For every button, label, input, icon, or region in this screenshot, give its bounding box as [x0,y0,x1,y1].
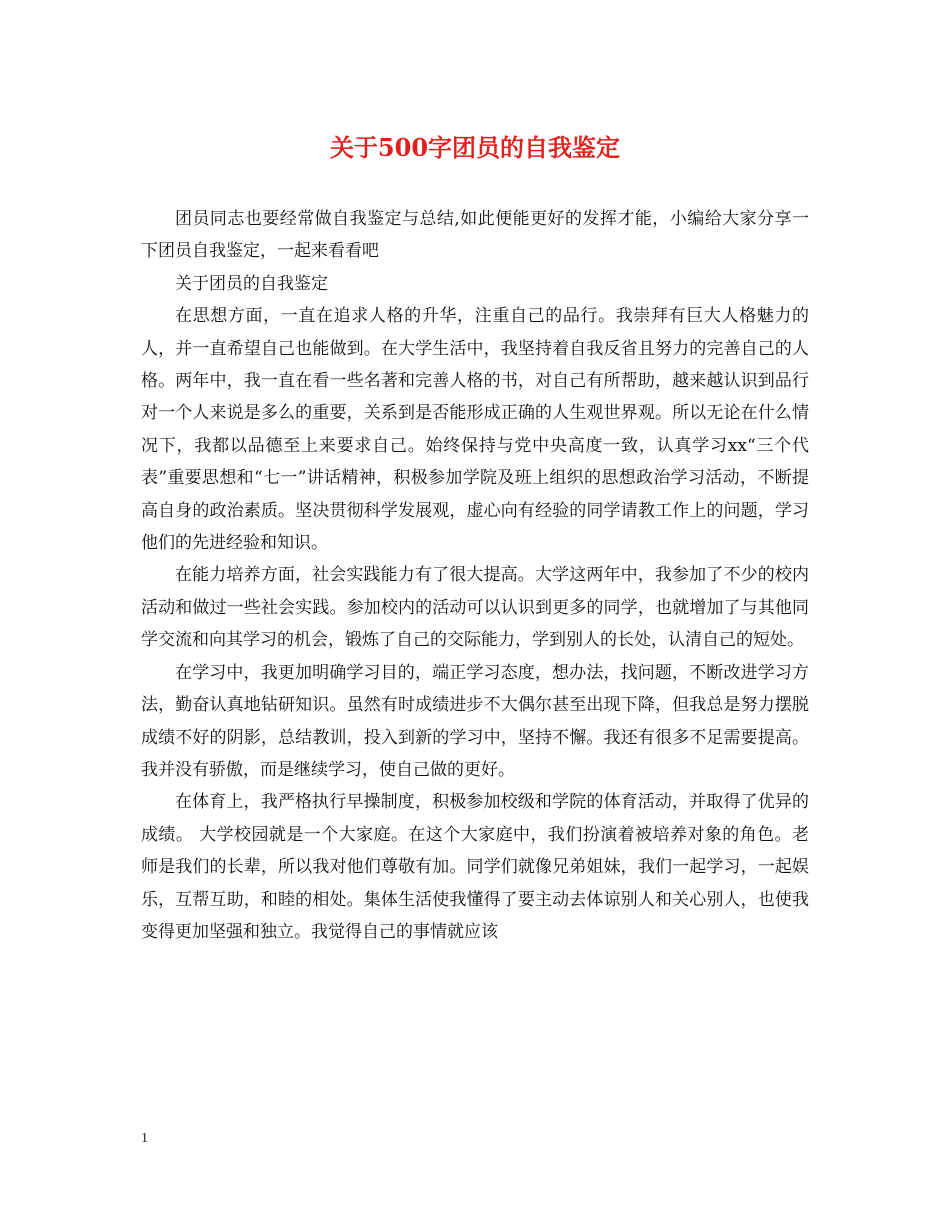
page-number: 1 [141,1131,148,1146]
paragraph-intro: 团员同志也要经常做自我鉴定与总结,如此便能更好的发挥才能，小编给大家分享一下团员自我鉴定，一起来看看吧 [141,209,809,262]
paragraph-ability: 在能力培养方面，社会实践能力有了很大提高。大学这两年中，我参加了不少的校内活动和做过一些社会实践。参加校内的活动可以认识到更多的同学，也就增加了与其他同学交流和向其学习的机会，锻炼了自己的交际能力，学到别人的长处，认清自己的短处。 [141,565,809,651]
paragraph-sports: 在体育上，我严格执行早操制度，积极参加校级和学院的体育活动，并取得了优异的成绩。 大学校园就是一个大家庭。在这个大家庭中，我们扮演着被培养对象的角色。老师是我们的长辈，所以我对他们尊敬有加。同学们就像兄弟姐妹，我们一起学习，一起娱乐，互帮互助，和睦的相处。集体生活使我懂得了要主动去体谅别人和关心别人，也使我变得更加坚强和独立。我觉得自己的事情就应该 [141,792,809,942]
document-title: 关于500字团员的自我鉴定 [329,133,621,162]
paragraph-study: 在学习中，我更加明确学习目的，端正学习态度，想办法，找问题，不断改进学习方法，勤奋认真地钻研知识。虽然有时成绩进步不大偶尔甚至出现下降，但我总是努力摆脱成绩不好的阴影，总结教训，投入到新的学习中，坚持不懈。我还有很多不足需要提高。我并没有骄傲，而是继续学习，使自己做的更好。 [141,662,809,780]
paragraph-thought: 在思想方面，一直在追求人格的升华，注重自己的品行。我崇拜有巨大人格魅力的人，并一直希望自己也能做到。在大学生活中，我坚持着自我反省且努力的完善自己的人格。两年中，我一直在看一些名著和完善人格的书，对自己有所帮助，越来越认识到品行对一个人来说是多么的重要，关系到是否能形成正确的人生观世界观。所以无论在什么情况下，我都以品德至上来要求自己。始终保持与党中央高度一致，认真学习xx“三个代表”重要思想和“七一”讲话精神，积极参加学院及班上组织的思想政治学习活动，不断提高自身的政治素质。坚决贯彻科学发展观，虚心向有经验的同学请教工作上的问题，学习他们的先进经验和知识。 [141,306,809,554]
paragraph-subheading: 关于团员的自我鉴定 [175,273,328,294]
document-body [141,203,809,948]
